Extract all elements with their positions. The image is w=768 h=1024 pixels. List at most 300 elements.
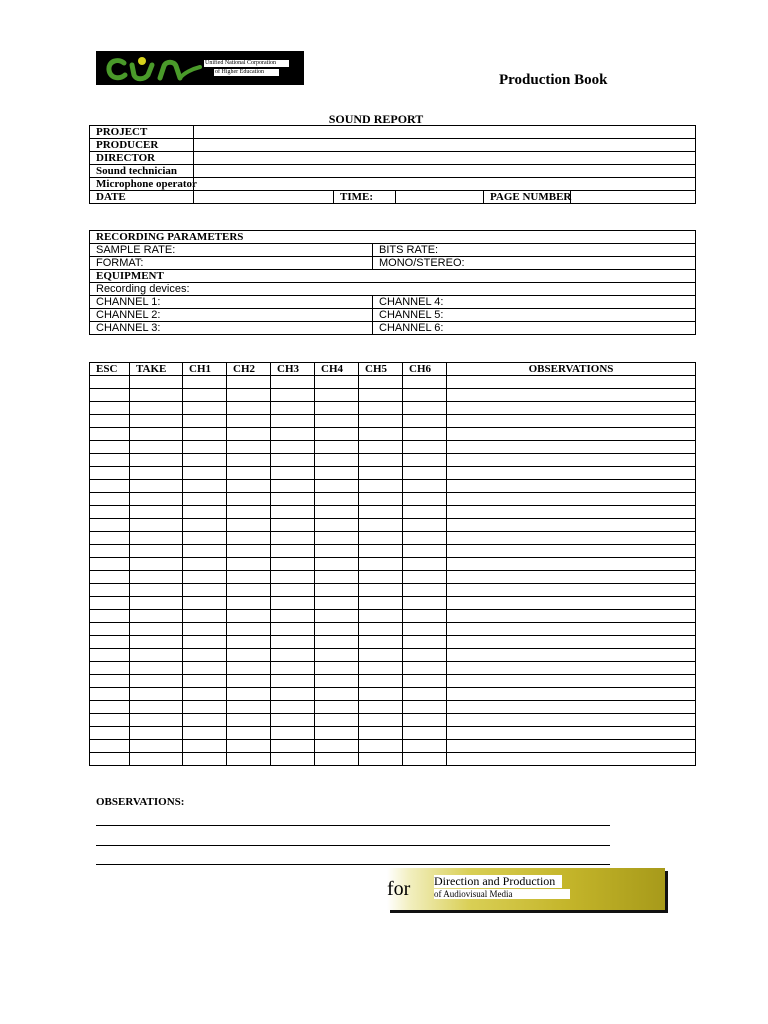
table-cell[interactable] <box>315 623 359 636</box>
table-cell[interactable] <box>271 532 315 545</box>
table-cell[interactable] <box>359 454 403 467</box>
table-cell[interactable] <box>227 727 271 740</box>
table-cell[interactable] <box>315 688 359 701</box>
table-cell[interactable] <box>359 480 403 493</box>
table-cell[interactable] <box>183 649 227 662</box>
table-cell[interactable] <box>90 662 130 675</box>
table-cell[interactable] <box>227 753 271 766</box>
table-cell[interactable] <box>359 441 403 454</box>
table-cell[interactable] <box>359 688 403 701</box>
table-cell[interactable] <box>359 545 403 558</box>
table-cell[interactable] <box>271 740 315 753</box>
table-cell[interactable] <box>90 506 130 519</box>
table-cell[interactable] <box>315 506 359 519</box>
table-cell[interactable] <box>271 389 315 402</box>
table-cell[interactable] <box>90 454 130 467</box>
table-cell[interactable] <box>403 584 447 597</box>
table-cell[interactable] <box>359 519 403 532</box>
table-cell[interactable] <box>227 480 271 493</box>
table-cell[interactable] <box>315 519 359 532</box>
table-cell[interactable] <box>403 740 447 753</box>
table-cell[interactable] <box>447 753 696 766</box>
time-field[interactable] <box>396 191 484 204</box>
sample-rate-field[interactable]: SAMPLE RATE: <box>90 244 373 257</box>
footer-line1: Direction and Production <box>434 875 562 888</box>
table-cell[interactable] <box>227 532 271 545</box>
table-cell[interactable] <box>227 740 271 753</box>
table-cell[interactable] <box>227 571 271 584</box>
table-cell[interactable] <box>271 753 315 766</box>
table-cell[interactable] <box>359 467 403 480</box>
table-cell[interactable] <box>359 649 403 662</box>
table-cell[interactable] <box>271 623 315 636</box>
table-cell[interactable] <box>315 415 359 428</box>
table-cell[interactable] <box>130 376 183 389</box>
table-cell[interactable] <box>359 532 403 545</box>
table-cell[interactable] <box>227 701 271 714</box>
table-cell[interactable] <box>447 649 696 662</box>
table-cell[interactable] <box>403 480 447 493</box>
table-cell[interactable] <box>90 597 130 610</box>
table-cell[interactable] <box>271 571 315 584</box>
table-cell[interactable] <box>359 493 403 506</box>
page-number-field[interactable] <box>571 191 696 204</box>
table-cell[interactable] <box>359 584 403 597</box>
table-cell[interactable] <box>315 532 359 545</box>
sound-technician-field[interactable] <box>194 165 696 178</box>
table-cell[interactable] <box>227 584 271 597</box>
table-cell[interactable] <box>403 428 447 441</box>
table-cell[interactable] <box>359 376 403 389</box>
table-cell[interactable] <box>183 545 227 558</box>
table-cell[interactable] <box>359 558 403 571</box>
table-cell[interactable] <box>315 675 359 688</box>
table-cell[interactable] <box>183 389 227 402</box>
table-cell[interactable] <box>227 636 271 649</box>
table-cell[interactable] <box>183 532 227 545</box>
table-cell[interactable] <box>90 636 130 649</box>
table-cell[interactable] <box>315 636 359 649</box>
table-cell[interactable] <box>130 454 183 467</box>
table-cell[interactable] <box>90 389 130 402</box>
table-cell[interactable] <box>403 597 447 610</box>
table-cell[interactable] <box>315 467 359 480</box>
table-cell[interactable] <box>271 675 315 688</box>
table-cell[interactable] <box>315 402 359 415</box>
table-cell[interactable] <box>90 753 130 766</box>
table-cell[interactable] <box>315 389 359 402</box>
table-cell[interactable] <box>315 480 359 493</box>
table-cell[interactable] <box>403 506 447 519</box>
table-cell[interactable] <box>271 441 315 454</box>
table-cell[interactable] <box>90 558 130 571</box>
table-cell[interactable] <box>183 402 227 415</box>
microphone-operator-field[interactable] <box>194 178 696 191</box>
table-cell[interactable] <box>227 441 271 454</box>
table-cell[interactable] <box>315 428 359 441</box>
table-cell[interactable] <box>403 623 447 636</box>
table-cell[interactable] <box>227 675 271 688</box>
table-cell[interactable] <box>227 558 271 571</box>
table-cell[interactable] <box>271 558 315 571</box>
table-cell[interactable] <box>447 623 696 636</box>
table-cell[interactable] <box>271 597 315 610</box>
table-cell[interactable] <box>447 610 696 623</box>
table-cell[interactable] <box>447 532 696 545</box>
table-row <box>90 454 696 467</box>
table-cell[interactable] <box>403 558 447 571</box>
table-cell[interactable] <box>227 519 271 532</box>
table-cell[interactable] <box>403 467 447 480</box>
table-cell[interactable] <box>130 701 183 714</box>
table-cell[interactable] <box>315 649 359 662</box>
table-cell[interactable] <box>403 753 447 766</box>
table-cell[interactable] <box>130 675 183 688</box>
table-cell[interactable] <box>90 649 130 662</box>
table-cell[interactable] <box>90 623 130 636</box>
table-cell[interactable] <box>227 493 271 506</box>
table-cell[interactable] <box>130 428 183 441</box>
table-cell[interactable] <box>403 688 447 701</box>
table-cell[interactable] <box>227 467 271 480</box>
table-cell[interactable] <box>227 402 271 415</box>
table-cell[interactable] <box>183 519 227 532</box>
table-cell[interactable] <box>130 545 183 558</box>
table-cell[interactable] <box>447 428 696 441</box>
table-cell[interactable] <box>271 662 315 675</box>
table-cell[interactable] <box>130 506 183 519</box>
table-cell[interactable] <box>183 571 227 584</box>
date-field[interactable] <box>194 191 334 204</box>
table-cell[interactable] <box>227 545 271 558</box>
table-cell[interactable] <box>359 415 403 428</box>
observations-line[interactable] <box>96 864 610 865</box>
channel-4-field[interactable]: CHANNEL 4: <box>373 296 696 309</box>
table-cell[interactable] <box>183 701 227 714</box>
table-cell[interactable] <box>271 467 315 480</box>
table-cell[interactable] <box>183 376 227 389</box>
table-cell[interactable] <box>403 389 447 402</box>
table-cell[interactable] <box>183 688 227 701</box>
table-cell[interactable] <box>447 727 696 740</box>
table-cell[interactable] <box>227 389 271 402</box>
table-cell[interactable] <box>447 402 696 415</box>
table-cell[interactable] <box>130 480 183 493</box>
table-cell[interactable] <box>359 701 403 714</box>
recording-devices-field[interactable]: Recording devices: <box>90 283 696 296</box>
table-cell[interactable] <box>315 753 359 766</box>
table-cell[interactable] <box>130 584 183 597</box>
table-cell[interactable] <box>130 532 183 545</box>
table-cell[interactable] <box>403 714 447 727</box>
table-cell[interactable] <box>90 467 130 480</box>
table-cell[interactable] <box>271 493 315 506</box>
bits-rate-field[interactable]: BITS RATE: <box>373 244 696 257</box>
info-row-director <box>90 152 696 165</box>
table-cell[interactable] <box>403 610 447 623</box>
table-cell[interactable] <box>359 506 403 519</box>
table-cell[interactable] <box>403 636 447 649</box>
table-cell[interactable] <box>447 389 696 402</box>
table-cell[interactable] <box>315 727 359 740</box>
table-cell[interactable] <box>359 610 403 623</box>
table-cell[interactable] <box>315 545 359 558</box>
table-cell[interactable] <box>271 727 315 740</box>
table-cell[interactable] <box>90 701 130 714</box>
table-cell[interactable] <box>447 467 696 480</box>
table-cell[interactable] <box>130 662 183 675</box>
table-cell[interactable] <box>447 714 696 727</box>
table-cell[interactable] <box>315 597 359 610</box>
table-cell[interactable] <box>403 441 447 454</box>
table-cell[interactable] <box>90 376 130 389</box>
table-cell[interactable] <box>315 454 359 467</box>
table-cell[interactable] <box>90 428 130 441</box>
table-cell[interactable] <box>227 415 271 428</box>
table-cell[interactable] <box>130 623 183 636</box>
table-cell[interactable] <box>403 675 447 688</box>
table-cell[interactable] <box>315 662 359 675</box>
table-cell[interactable] <box>130 688 183 701</box>
table-cell[interactable] <box>447 584 696 597</box>
table-cell[interactable] <box>183 753 227 766</box>
table-cell[interactable] <box>130 649 183 662</box>
table-cell[interactable] <box>447 662 696 675</box>
table-cell[interactable] <box>359 675 403 688</box>
table-cell[interactable] <box>130 597 183 610</box>
table-cell[interactable] <box>447 415 696 428</box>
table-cell[interactable] <box>90 532 130 545</box>
table-cell[interactable] <box>271 402 315 415</box>
table-cell[interactable] <box>447 493 696 506</box>
table-cell[interactable] <box>183 454 227 467</box>
channel-row-3-6 <box>90 322 696 335</box>
table-cell[interactable] <box>403 454 447 467</box>
table-cell[interactable] <box>403 415 447 428</box>
table-cell[interactable] <box>271 376 315 389</box>
table-cell[interactable] <box>227 688 271 701</box>
mono-stereo-field[interactable]: MONO/STEREO: <box>373 257 696 270</box>
table-cell[interactable] <box>227 623 271 636</box>
table-cell[interactable] <box>90 545 130 558</box>
channel-5-field[interactable]: CHANNEL 5: <box>373 309 696 322</box>
table-cell[interactable] <box>183 441 227 454</box>
table-cell[interactable] <box>130 636 183 649</box>
table-cell[interactable] <box>359 636 403 649</box>
table-cell[interactable] <box>130 402 183 415</box>
table-cell[interactable] <box>130 389 183 402</box>
table-cell[interactable] <box>227 376 271 389</box>
table-cell[interactable] <box>90 714 130 727</box>
table-cell[interactable] <box>90 519 130 532</box>
table-cell[interactable] <box>315 441 359 454</box>
table-cell[interactable] <box>359 571 403 584</box>
table-cell[interactable] <box>315 571 359 584</box>
table-cell[interactable] <box>359 753 403 766</box>
table-cell[interactable] <box>271 454 315 467</box>
table-cell[interactable] <box>359 623 403 636</box>
table-cell[interactable] <box>447 545 696 558</box>
table-cell[interactable] <box>271 545 315 558</box>
table-cell[interactable] <box>183 584 227 597</box>
table-cell[interactable] <box>130 740 183 753</box>
table-cell[interactable] <box>315 740 359 753</box>
table-cell[interactable] <box>447 376 696 389</box>
table-cell[interactable] <box>183 714 227 727</box>
table-cell[interactable] <box>183 415 227 428</box>
table-cell[interactable] <box>447 441 696 454</box>
table-cell[interactable] <box>315 558 359 571</box>
table-cell[interactable] <box>447 597 696 610</box>
table-cell[interactable] <box>90 402 130 415</box>
table-cell[interactable] <box>315 714 359 727</box>
table-cell[interactable] <box>403 662 447 675</box>
table-cell[interactable] <box>271 701 315 714</box>
table-cell[interactable] <box>271 415 315 428</box>
table-cell[interactable] <box>403 519 447 532</box>
table-cell[interactable] <box>271 584 315 597</box>
table-cell[interactable] <box>183 623 227 636</box>
table-cell[interactable] <box>90 675 130 688</box>
table-cell[interactable] <box>130 714 183 727</box>
table-cell[interactable] <box>227 454 271 467</box>
table-cell[interactable] <box>130 519 183 532</box>
table-cell[interactable] <box>90 610 130 623</box>
table-cell[interactable] <box>183 493 227 506</box>
channel-3-field[interactable]: CHANNEL 3: <box>90 322 373 335</box>
table-cell[interactable] <box>271 649 315 662</box>
table-cell[interactable] <box>130 571 183 584</box>
table-cell[interactable] <box>183 597 227 610</box>
table-cell[interactable] <box>227 610 271 623</box>
table-cell[interactable] <box>447 701 696 714</box>
producer-field[interactable] <box>194 139 696 152</box>
table-cell[interactable] <box>130 467 183 480</box>
table-cell[interactable] <box>359 389 403 402</box>
table-cell[interactable] <box>447 571 696 584</box>
table-cell[interactable] <box>90 584 130 597</box>
table-cell[interactable] <box>447 688 696 701</box>
table-cell[interactable] <box>447 636 696 649</box>
table-cell[interactable] <box>183 662 227 675</box>
table-cell[interactable] <box>403 376 447 389</box>
table-cell[interactable] <box>227 714 271 727</box>
table-cell[interactable] <box>130 415 183 428</box>
table-cell[interactable] <box>403 571 447 584</box>
table-cell[interactable] <box>359 727 403 740</box>
table-cell[interactable] <box>403 493 447 506</box>
table-cell[interactable] <box>315 584 359 597</box>
table-cell[interactable] <box>227 428 271 441</box>
table-cell[interactable] <box>271 610 315 623</box>
table-cell[interactable] <box>183 506 227 519</box>
table-cell[interactable] <box>447 519 696 532</box>
table-row <box>90 402 696 415</box>
table-cell[interactable] <box>271 428 315 441</box>
table-cell[interactable] <box>315 493 359 506</box>
table-cell[interactable] <box>315 701 359 714</box>
table-cell[interactable] <box>447 675 696 688</box>
project-label: PROJECT <box>90 126 194 139</box>
table-cell[interactable] <box>183 740 227 753</box>
table-cell[interactable] <box>183 480 227 493</box>
table-cell[interactable] <box>130 441 183 454</box>
director-field[interactable] <box>194 152 696 165</box>
table-cell[interactable] <box>183 675 227 688</box>
table-cell[interactable] <box>183 727 227 740</box>
table-cell[interactable] <box>183 467 227 480</box>
table-cell[interactable] <box>447 506 696 519</box>
table-row <box>90 597 696 610</box>
table-cell[interactable] <box>227 506 271 519</box>
table-cell[interactable] <box>130 727 183 740</box>
table-cell[interactable] <box>271 480 315 493</box>
table-cell[interactable] <box>359 714 403 727</box>
table-cell[interactable] <box>447 558 696 571</box>
table-cell[interactable] <box>359 428 403 441</box>
table-cell[interactable] <box>315 610 359 623</box>
table-cell[interactable] <box>315 376 359 389</box>
channel-2-field[interactable]: CHANNEL 2: <box>90 309 373 322</box>
table-cell[interactable] <box>227 649 271 662</box>
table-cell[interactable] <box>359 662 403 675</box>
project-field[interactable] <box>194 126 696 139</box>
channel-1-field[interactable]: CHANNEL 1: <box>90 296 373 309</box>
table-cell[interactable] <box>130 610 183 623</box>
table-cell[interactable] <box>403 701 447 714</box>
table-cell[interactable] <box>130 493 183 506</box>
table-cell[interactable] <box>90 441 130 454</box>
table-cell[interactable] <box>130 753 183 766</box>
table-cell[interactable] <box>359 597 403 610</box>
table-cell[interactable] <box>271 506 315 519</box>
table-cell[interactable] <box>271 714 315 727</box>
table-cell[interactable] <box>183 428 227 441</box>
table-cell[interactable] <box>403 649 447 662</box>
table-cell[interactable] <box>271 688 315 701</box>
observations-line[interactable] <box>96 845 610 846</box>
table-cell[interactable] <box>183 610 227 623</box>
table-cell[interactable] <box>227 662 271 675</box>
table-cell[interactable] <box>447 454 696 467</box>
table-cell[interactable] <box>271 519 315 532</box>
table-cell[interactable] <box>447 740 696 753</box>
table-cell[interactable] <box>90 480 130 493</box>
format-field[interactable]: FORMAT: <box>90 257 373 270</box>
table-cell[interactable] <box>130 558 183 571</box>
table-cell[interactable] <box>227 597 271 610</box>
table-cell[interactable] <box>183 636 227 649</box>
table-cell[interactable] <box>359 402 403 415</box>
observations-line[interactable] <box>96 825 610 826</box>
table-cell[interactable] <box>403 532 447 545</box>
channel-6-field[interactable]: CHANNEL 6: <box>373 322 696 335</box>
table-cell[interactable] <box>183 558 227 571</box>
table-cell[interactable] <box>403 402 447 415</box>
table-cell[interactable] <box>403 727 447 740</box>
table-cell[interactable] <box>403 545 447 558</box>
table-cell[interactable] <box>271 636 315 649</box>
table-row <box>90 506 696 519</box>
table-cell[interactable] <box>359 740 403 753</box>
table-cell[interactable] <box>90 727 130 740</box>
table-cell[interactable] <box>90 688 130 701</box>
table-cell[interactable] <box>447 480 696 493</box>
table-cell[interactable] <box>90 493 130 506</box>
table-cell[interactable] <box>90 740 130 753</box>
table-cell[interactable] <box>90 571 130 584</box>
table-cell[interactable] <box>90 415 130 428</box>
